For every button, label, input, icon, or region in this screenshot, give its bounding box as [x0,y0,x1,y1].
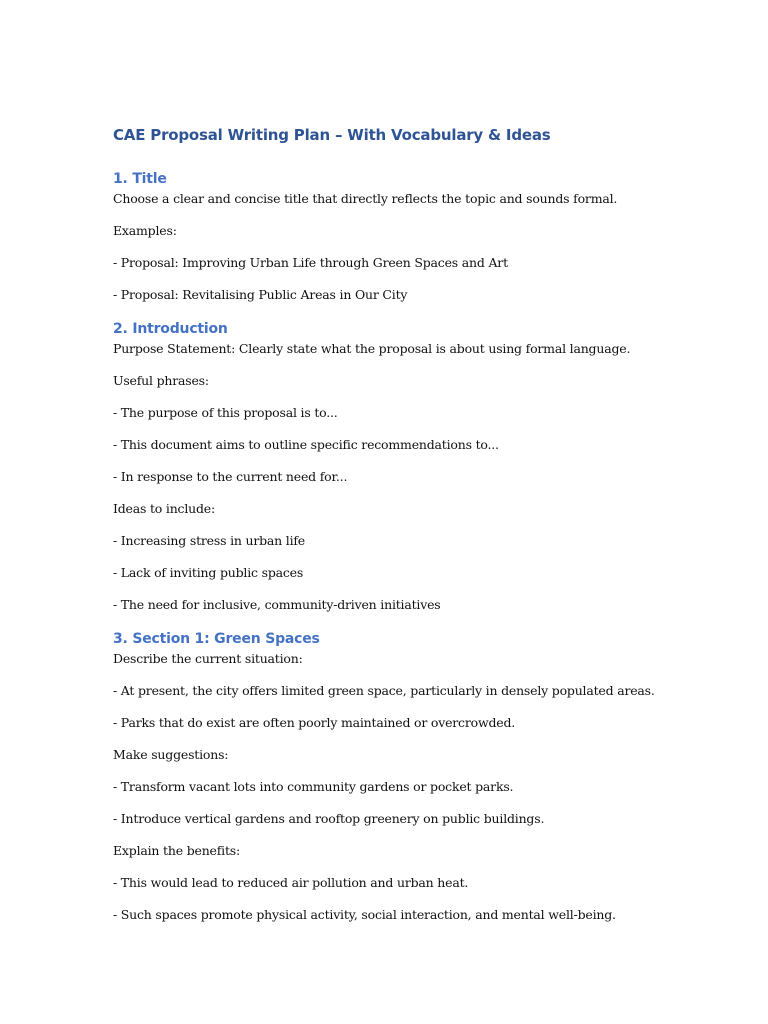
paragraph: Purpose Statement: Clearly state what the proposal is about using formal language. [113,341,631,356]
list-item: - Introduce vertical gardens and rooftop greenery on public buildings. [113,811,545,826]
paragraph: Examples: [113,223,177,238]
paragraph: Useful phrases: [113,373,209,388]
list-item: - At present, the city offers limited green space, particularly in densely populated areas. [113,683,655,698]
list-item: - Lack of inviting public spaces [113,565,304,580]
list-item: - In response to the current need for... [113,469,348,484]
list-item: - The need for inclusive, community-driven initiatives [113,597,441,612]
list-item: - Increasing stress in urban life [113,533,306,548]
paragraph: Choose a clear and concise title that directly reflects the topic and sounds formal. [113,191,618,206]
section-heading: 2. Introduction [113,321,228,337]
paragraph: Explain the benefits: [113,843,241,858]
section-title [113,168,693,304]
document-body [113,124,693,938]
section-green-spaces [113,628,693,924]
paragraph: Describe the current situation: [113,651,303,666]
list-item: - Transform vacant lots into community gardens or pocket parks. [113,779,514,794]
list-item: - The purpose of this proposal is to... [113,405,338,420]
list-item: - This document aims to outline specific recommendations to... [113,437,499,452]
list-item: - Such spaces promote physical activity, social interaction, and mental well-being. [113,907,616,922]
document-title: CAE Proposal Writing Plan – With Vocabulary & Ideas [113,126,551,144]
list-item: - This would lead to reduced air pollution and urban heat. [113,875,469,890]
list-item: - Parks that do exist are often poorly maintained or overcrowded. [113,715,516,730]
list-item: - Proposal: Revitalising Public Areas in Our City [113,287,408,302]
section-introduction [113,318,693,614]
section-heading: 1. Title [113,171,167,187]
list-item: - Proposal: Improving Urban Life through Green Spaces and Art [113,255,508,270]
paragraph: Make suggestions: [113,747,229,762]
paragraph: Ideas to include: [113,501,216,516]
section-heading: 3. Section 1: Green Spaces [113,631,320,647]
